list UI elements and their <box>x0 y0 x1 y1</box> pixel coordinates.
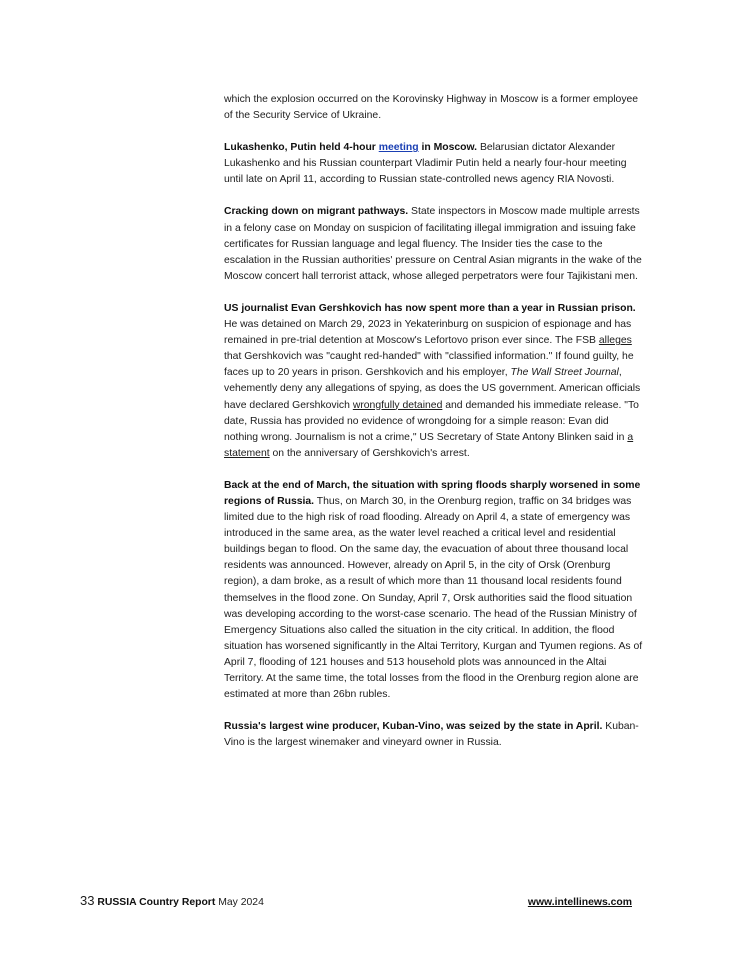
article-body <box>224 92 644 767</box>
paragraph-text: Thus, on March 30, in the Orenburg region, traffic on 34 bridges was limited due to the high risk of road flooding. Already on April 4, a state of emergency was introduced in the same area, as the water level reached a critical level and residential buildings began to flood. On the same day, the evacuation of about three thousand local residents was announced. However, already on April 5, in the city of Orsk (Orenburg region), a dam broke, as a result of which more than 11 thousand local residents found themselves in the flood zone. On Sunday, April 7, Orsk authorities said the flood situation was developing according to the worst-case scenario. The head of the Russian Ministry of Emergency Situations also called the situation in the city critical. In addition, the flood situation has worsened significantly in the Altai Territory, Kurgan and Tyumen regions. As of April 7, flooding of 121 houses and 513 household plots was announced in the Altai Territory. At the same time, the total losses from the flood in the Orenburg region alone are estimated at more than 26bn rubles. <box>224 495 643 701</box>
publication-name: The Wall Street Journal <box>510 367 619 379</box>
paragraph-heading <box>224 142 477 153</box>
paragraph-text: that Gershkovich was "caught red-handed" with "classified information." If found guilty, he faces up to 20 years in prison. Gershkovich and his employer, <box>224 351 634 379</box>
footer-left <box>80 893 264 908</box>
paragraph-explosion <box>224 92 644 124</box>
meeting-link[interactable]: meeting <box>378 142 419 154</box>
page-footer <box>80 893 632 908</box>
paragraph-heading: Russia's largest wine producer, Kuban-Vino, was seized by the state in April. <box>224 721 603 733</box>
paragraph-text: State inspectors in Moscow made multiple arrests in a felony case on Monday on suspicion of facilitating illegal immigration and issuing fake certificates for Russian language and legal fluency. The Insider ties the case to the escalation in the Russian authorities' pressure on Central Asian migrants in the wake of the Moscow concert hall terrorist attack, whose alleged perpetrators were four Tajikistani men. <box>224 206 642 282</box>
paragraph-heading: Back at the end of March, the situation with spring floods sharply worsened in some regions of Russia. <box>224 479 641 507</box>
paragraph-heading: US journalist Evan Gershkovich has now spent more than a year in Russian prison. <box>224 302 636 314</box>
paragraph-migrants <box>224 204 644 284</box>
paragraph-text: , vehemently deny any allegations of spying, as does the US government. American officials have declared Gershkovich <box>224 367 641 411</box>
paragraph-text: on the anniversary of Gershkovich's arrest. <box>269 447 470 459</box>
paragraph-text: He was detained on March 29, 2023 in Yekaterinburg on suspicion of espionage and has remained in pre-trial detention at Moscow's Lefortovo prison ever since. The FSB <box>224 319 632 347</box>
paragraph-heading: Cracking down on migrant pathways. <box>224 206 409 218</box>
paragraph-lukashenko <box>224 140 644 188</box>
website-link[interactable]: www.intellinews.com <box>527 897 632 908</box>
report-title: RUSSIA Country Report <box>97 897 216 908</box>
paragraph-text: which the explosion occurred on the Korovinsky Highway in Moscow is a former employee of the Security Service of Ukraine. <box>224 94 639 122</box>
heading-text: in Moscow. <box>418 142 478 154</box>
page-number: 33 <box>80 893 95 908</box>
alleges-link[interactable]: alleges <box>598 335 632 347</box>
paragraph-text: Kuban-Vino is the largest winemaker and vineyard owner in Russia. <box>224 721 639 749</box>
paragraph-floods <box>224 478 644 703</box>
paragraph-text: and demanded his immediate release. "To date, Russia has provided no evidence of wrongdoing for a simple reason: Evan did nothing wrong. Journalism is not a crime," US Secretary of State Antony Blinken said in <box>224 399 639 443</box>
paragraph-gershkovich <box>224 301 644 462</box>
paragraph-text: Belarusian dictator Alexander Lukashenko and his Russian counterpart Vladimir Putin held a nearly four-hour meeting until late on April 11, according to Russian state-controlled news agency RIA Novosti. <box>224 142 627 186</box>
heading-text: Lukashenko, Putin held 4-hour <box>224 142 379 154</box>
wrongfully-detained-link[interactable]: wrongfully detained <box>352 399 443 411</box>
paragraph-kuban-vino <box>224 719 644 751</box>
report-date: May 2024 <box>218 897 264 908</box>
statement-link[interactable]: a statement <box>224 431 634 459</box>
